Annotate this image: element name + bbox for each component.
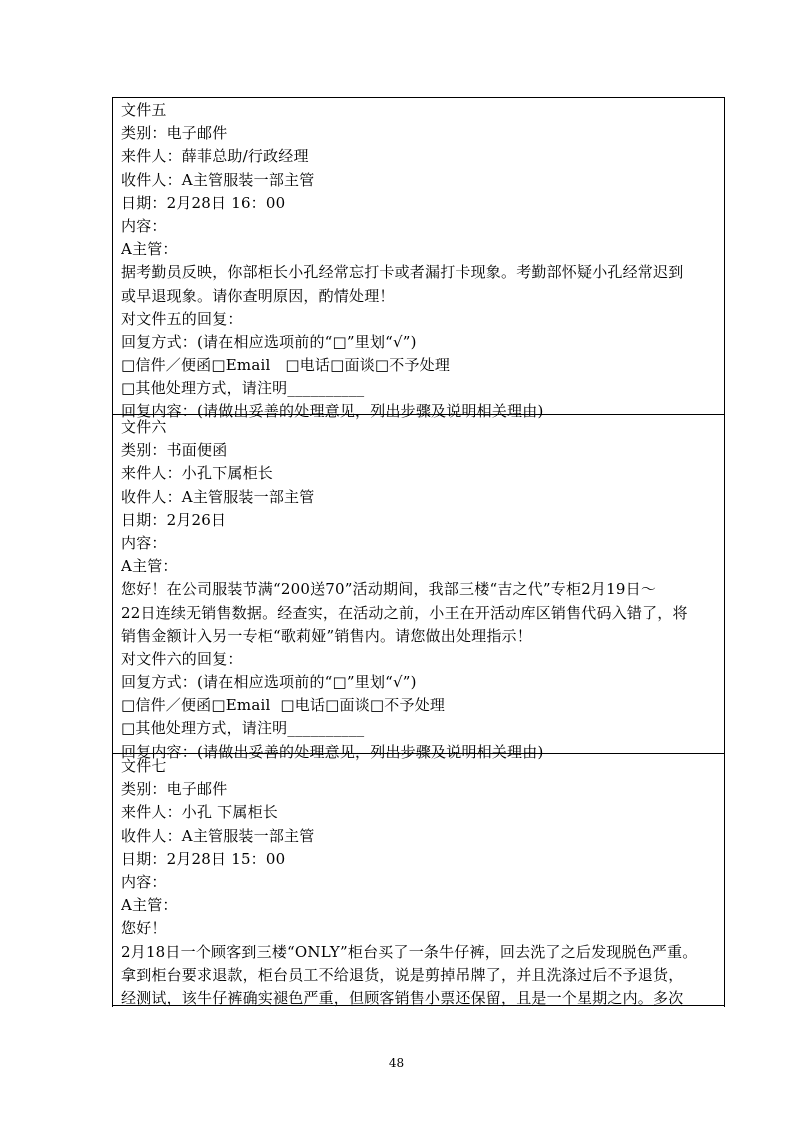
doc7-title: 文件七 — [121, 757, 167, 775]
doc6-sender: 来件人：小孔下属柜长 — [121, 464, 274, 483]
doc6-content-label: 内容： — [121, 533, 167, 552]
doc6-category: 类别：书面便函 — [121, 441, 228, 460]
doc7-recipient: 收件人：A主管服装一部主管 — [121, 826, 315, 845]
doc7-category: 类别：电子邮件 — [121, 780, 228, 799]
doc6-title: 文件六 — [121, 418, 167, 436]
doc5-body-line: 据考勤员反映，你部柜长小孔经常忘打卡或者漏打卡现象。考勤部怀疑小孔经常迟到 — [121, 263, 684, 282]
doc5-salutation: A主管： — [121, 240, 178, 259]
doc5-reply-options[interactable]: □信件／便函□Email □电话□面谈□不予处理 — [121, 356, 451, 375]
doc5-reply-method: 回复方式：(请在相应选项前的“□”里划“√”) — [121, 332, 417, 351]
doc7-salutation: A主管： — [121, 896, 178, 915]
doc5-category: 类别：电子邮件 — [121, 124, 228, 143]
document-7-box — [112, 753, 725, 1007]
doc6-salutation: A主管： — [121, 557, 178, 576]
doc5-sender: 来件人：薛菲总助/行政经理 — [121, 147, 309, 166]
doc6-other-method-option[interactable]: □其他处理方式，请注明__________ — [121, 719, 365, 738]
doc5-recipient: 收件人：A主管服装一部主管 — [121, 170, 315, 189]
doc5-content-label: 内容： — [121, 216, 167, 235]
doc6-body-line: 22日连续无销售数据。经查实，在活动之前，小王在开活动库区销售代码入错了，将 — [121, 603, 688, 622]
document-6-box — [112, 414, 725, 761]
doc6-reply-heading: 对文件六的回复： — [121, 649, 243, 668]
document-5-box — [112, 97, 725, 421]
doc6-recipient: 收件人：A主管服装一部主管 — [121, 487, 315, 506]
doc5-other-method-option[interactable]: □其他处理方式，请注明__________ — [121, 379, 365, 398]
doc6-body-line: 销售金额计入另一专柜“歌莉娅”销售内。请您做出处理指示！ — [121, 626, 532, 645]
doc7-body-line: 2月18日一个顾客到三楼“ONLY”柜台买了一条牛仔裤，回去洗了之后发现脱色严重。 — [121, 942, 698, 961]
doc7-content-label: 内容： — [121, 872, 167, 891]
doc7-date: 日期：2月28日 15：00 — [121, 849, 286, 868]
doc7-body-line: 经测试，该牛仔裤确实褪色严重，但顾客销售小票还保留，且是一个星期之内。多次 — [121, 988, 684, 1007]
page-number: 48 — [388, 1056, 405, 1070]
doc5-title: 文件五 — [121, 101, 167, 119]
doc6-body-line: 您好！在公司服装节满“200送70”活动期间，我部三楼“吉之代”专柜2月19日～ — [121, 580, 657, 599]
doc7-greeting: 您好！ — [121, 919, 167, 938]
doc5-body-line: 或早退现象。请你查明原因，酌情处理！ — [121, 286, 395, 305]
doc6-reply-options[interactable]: □信件／便函□Email □电话□面谈□不予处理 — [121, 696, 446, 715]
doc5-reply-heading: 对文件五的回复： — [121, 309, 243, 328]
doc7-body-line: 拿到柜台要求退款，柜台员工不给退货，说是剪掉吊牌了，并且洗涤过后不予退货， — [121, 965, 684, 984]
doc6-date: 日期：2月26日 — [121, 510, 227, 529]
doc5-reply-content: 回复内容：(请做出妥善的处理意见，列出步骤及说明相关理由) — [121, 402, 544, 421]
doc6-reply-content: 回复内容：(请做出妥善的处理意见，列出步骤及说明相关理由) — [121, 742, 544, 761]
doc7-sender: 来件人：小孔 下属柜长 — [121, 803, 278, 822]
doc6-reply-method: 回复方式：(请在相应选项前的“□”里划“√”) — [121, 673, 417, 692]
page-bottom-rule — [112, 1005, 725, 1006]
doc5-date: 日期：2月28日 16：00 — [121, 193, 286, 212]
